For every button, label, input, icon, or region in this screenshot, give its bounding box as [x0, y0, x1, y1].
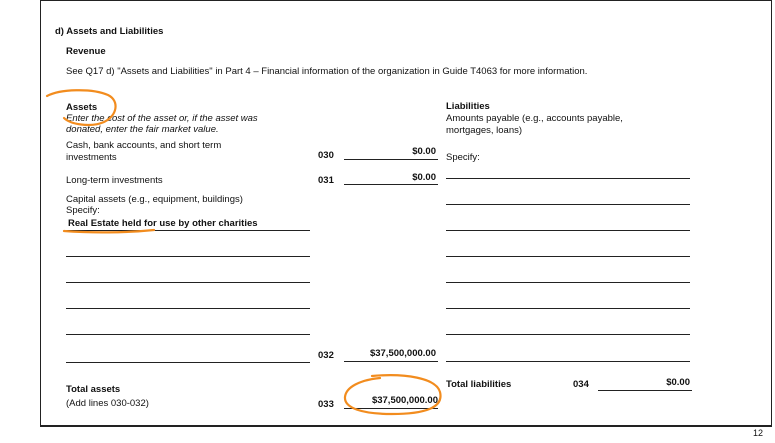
liabilities-specify-label: Specify: — [446, 152, 480, 163]
cash-label-2: investments — [66, 152, 117, 163]
long-term-label: Long-term investments — [66, 175, 163, 186]
section-note: See Q17 d) "Assets and Liabilities" in Part 4 – Financial information of the organization in Guide T4063 for more information. — [66, 66, 588, 77]
total-assets-label: Total assets — [66, 384, 121, 395]
page-number: 12 — [752, 428, 763, 438]
total-assets-value[interactable]: $37,500,000.00 — [371, 395, 438, 406]
assets-instruction-1: Enter the cost of the asset or, if the asset was — [66, 113, 258, 124]
total-assets-circle-annotation — [345, 375, 441, 414]
long-term-code: 031 — [318, 175, 334, 186]
total-liabilities-code: 034 — [573, 379, 589, 390]
liabilities-heading: Liabilities — [446, 101, 490, 112]
liabilities-desc-1: Amounts payable (e.g., accounts payable, — [446, 113, 623, 124]
total-assets-sub: (Add lines 030-032) — [66, 398, 149, 409]
section-title: d) Assets and Liabilities — [55, 26, 164, 37]
section-subtitle: Revenue — [66, 46, 106, 57]
long-term-value[interactable]: $0.00 — [412, 172, 436, 183]
assets-circle-annotation — [47, 90, 116, 125]
cash-label-1: Cash, bank accounts, and short term — [66, 140, 222, 151]
capital-label-2: Specify: — [66, 205, 100, 216]
total-liabilities-value[interactable]: $0.00 — [666, 377, 690, 388]
real-estate-underline-annotation — [64, 230, 154, 232]
cash-value[interactable]: $0.00 — [412, 146, 436, 157]
assets-heading: Assets — [66, 102, 98, 113]
total-assets-code: 033 — [318, 399, 334, 410]
capital-label-1: Capital assets (e.g., equipment, buildings) — [66, 194, 243, 205]
capital-code: 032 — [318, 350, 334, 361]
total-liabilities-label: Total liabilities — [446, 379, 512, 390]
capital-value[interactable]: $37,500,000.00 — [369, 348, 436, 359]
liabilities-desc-2: mortgages, loans) — [446, 125, 523, 136]
cash-line-code: 030 — [318, 150, 334, 161]
assets-instruction-2: donated, enter the fair market value. — [66, 124, 219, 135]
capital-specify-value[interactable]: Real Estate held for use by other charities — [68, 218, 258, 229]
